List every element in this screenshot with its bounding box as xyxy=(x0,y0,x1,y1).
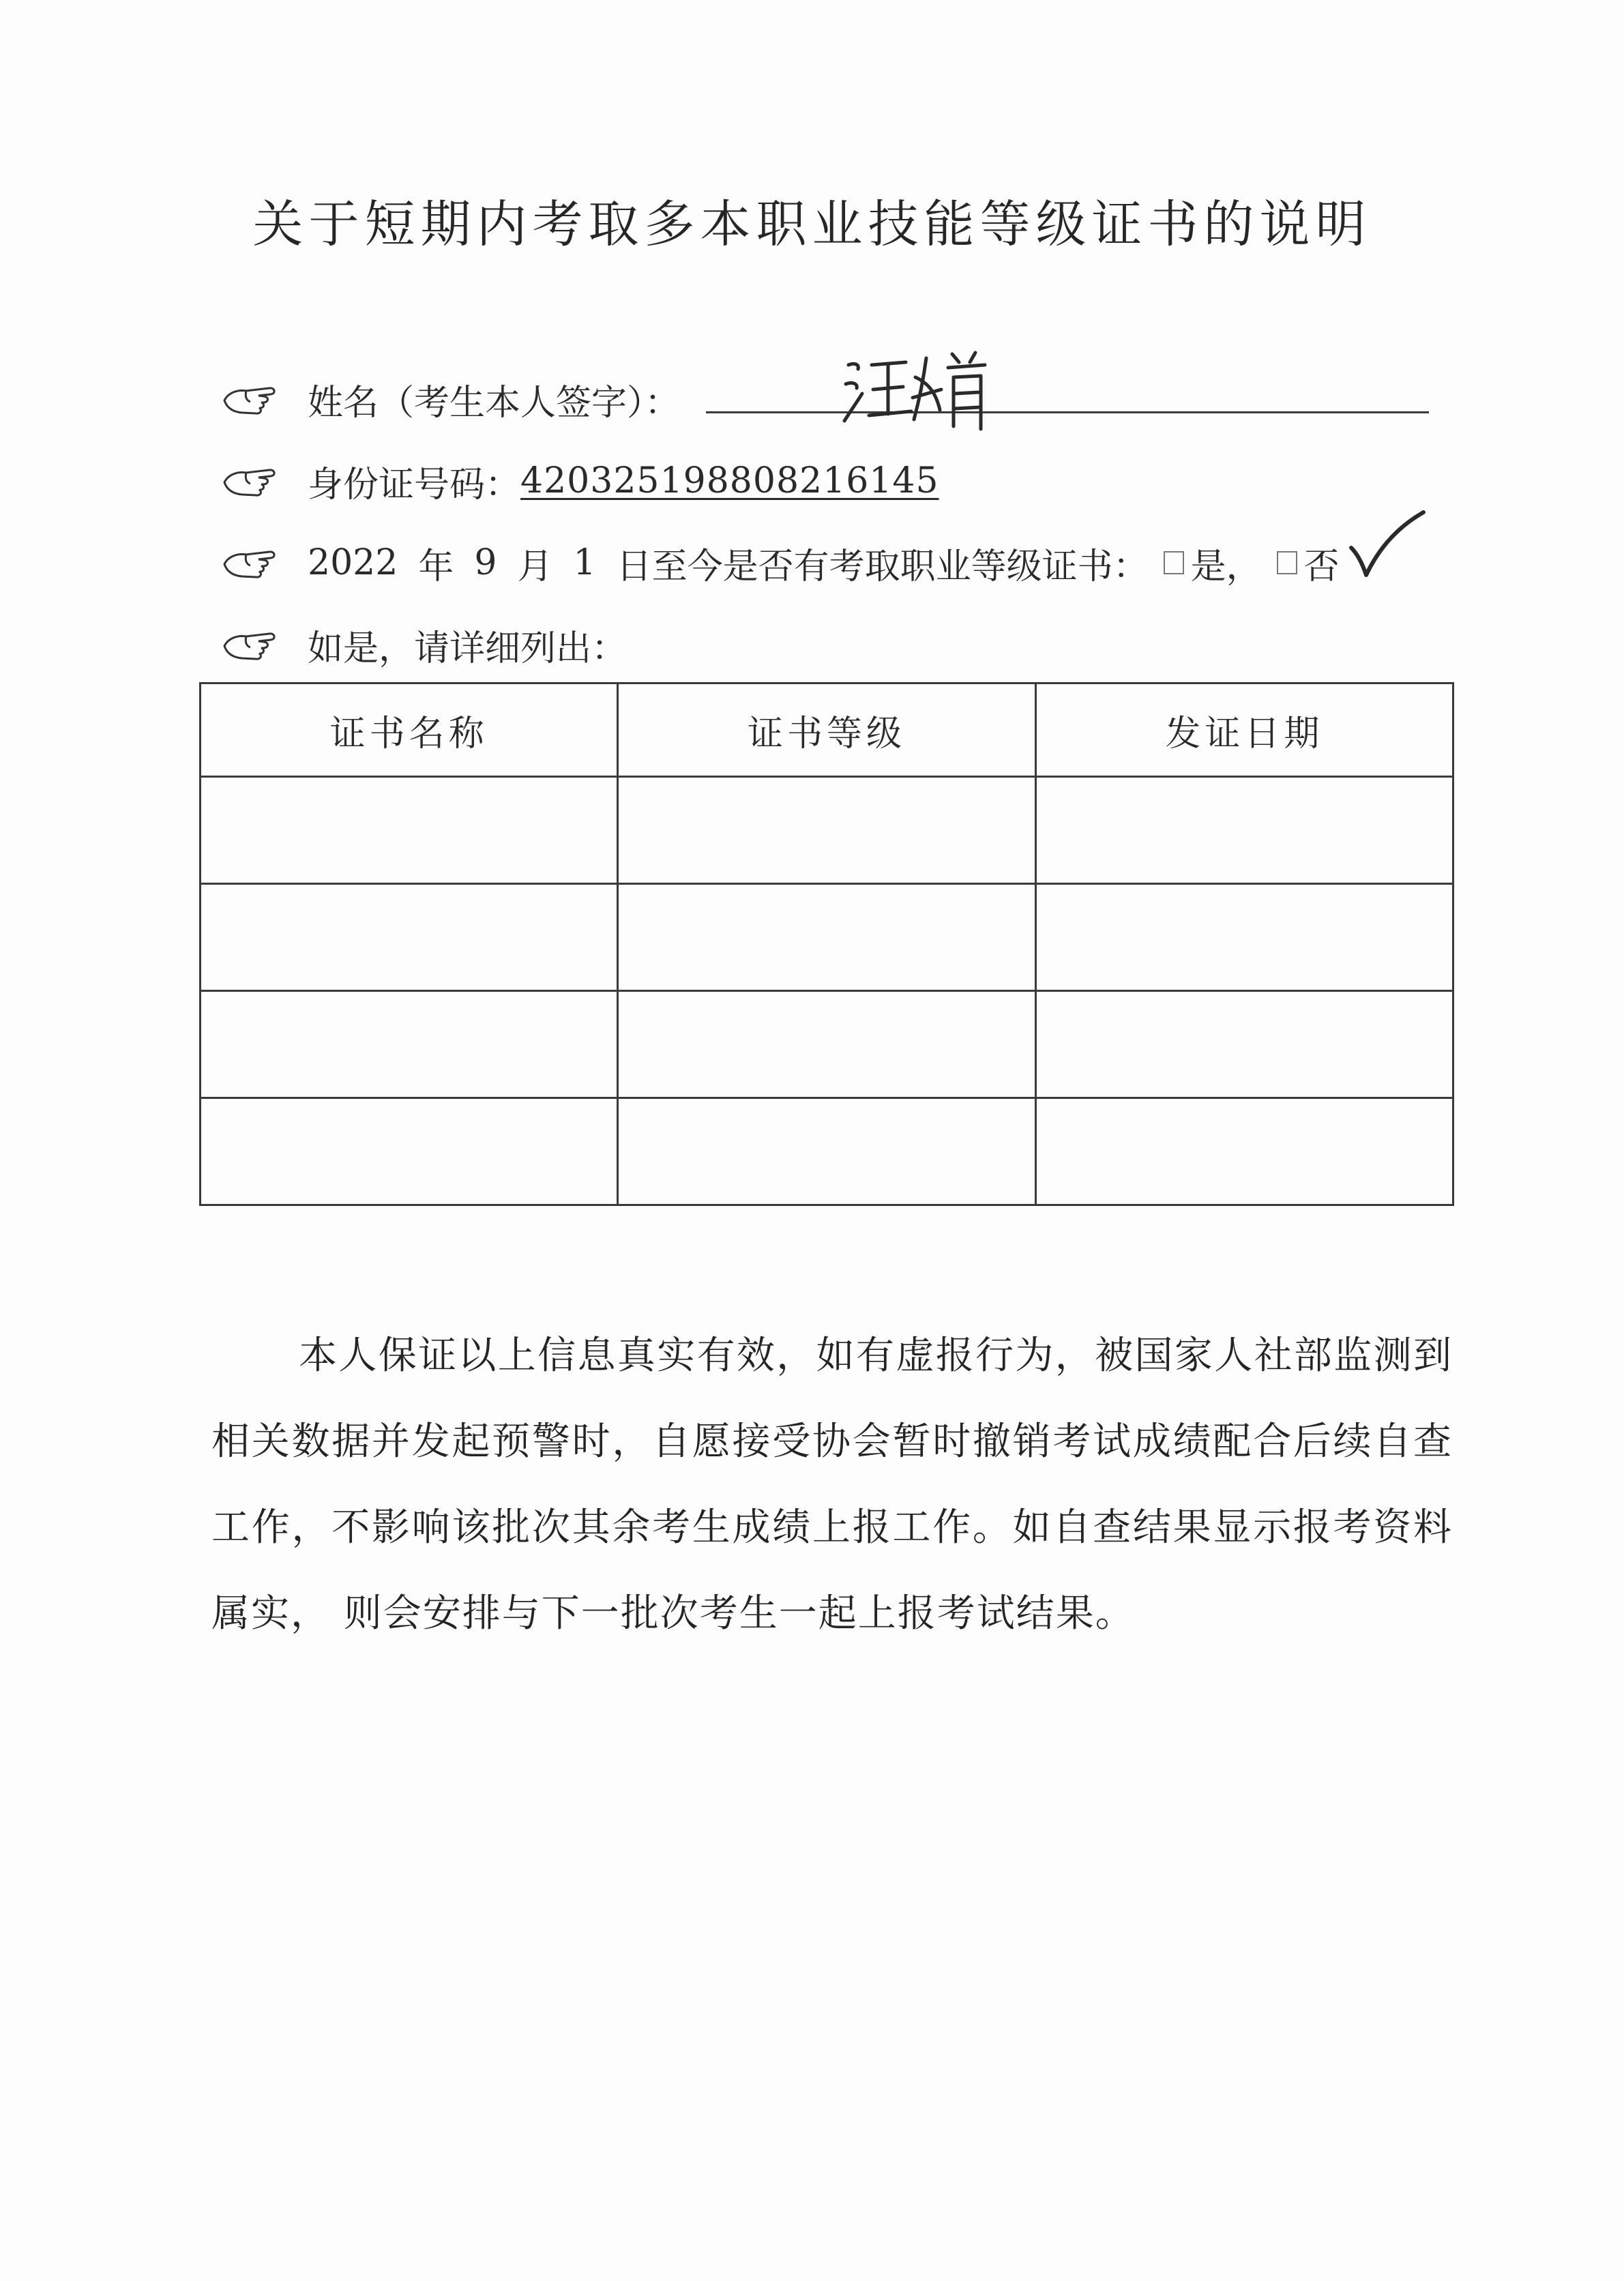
column-header-level: 证书等级 xyxy=(618,683,1035,777)
document-title: 关于短期内考取多本职业技能等级证书的说明 xyxy=(252,195,1372,254)
pointing-hand-icon xyxy=(222,380,280,418)
year-value: 2022 xyxy=(308,542,398,583)
table-row xyxy=(201,884,1453,991)
table-cell[interactable] xyxy=(1035,1098,1453,1205)
day-value: 1 xyxy=(573,542,596,583)
certificate-question-row xyxy=(222,532,1340,593)
name-label: 姓名（考生本人签字）： xyxy=(308,382,681,424)
table-row xyxy=(201,1098,1453,1205)
table-cell[interactable] xyxy=(1035,777,1453,884)
table-cell[interactable] xyxy=(1035,991,1453,1098)
table-cell[interactable] xyxy=(618,1098,1035,1205)
month-value: 9 xyxy=(474,542,497,583)
table-header-row xyxy=(201,683,1453,777)
id-number-value[interactable]: 420325198808216145 xyxy=(520,460,939,501)
table-cell[interactable] xyxy=(618,777,1035,884)
year-unit: 年 xyxy=(418,546,454,587)
no-checkbox[interactable] xyxy=(1277,551,1297,574)
column-header-name: 证书名称 xyxy=(201,683,618,777)
table-cell[interactable] xyxy=(1035,884,1453,991)
pointing-hand-icon xyxy=(222,626,280,664)
handwritten-signature xyxy=(839,344,1003,433)
list-prompt-row xyxy=(222,614,627,675)
column-header-date: 发证日期 xyxy=(1035,683,1453,777)
yes-checkbox[interactable] xyxy=(1164,551,1184,574)
table-cell[interactable] xyxy=(201,991,618,1098)
table-cell[interactable] xyxy=(618,884,1035,991)
pointing-hand-icon xyxy=(222,544,280,582)
id-field-row xyxy=(222,450,939,512)
table-cell[interactable] xyxy=(201,777,618,884)
table-row xyxy=(201,777,1453,884)
month-unit: 月 xyxy=(517,546,553,587)
table-row xyxy=(201,991,1453,1098)
table-cell[interactable] xyxy=(201,884,618,991)
list-prompt: 如是，请详细列出： xyxy=(308,628,628,669)
declaration-statement: 本人保证以上信息真实有效，如有虚报行为，被国家人社部监测到相关数据并发起预警时，自愿接受协会暂时撤销考试成绩配合后续自查工作，不影响该批次其余考生成绩上报工作。如自查结果显示报考资料属实， 则会安排与下一批次考生一起上报考试结果。 xyxy=(211,1334,1453,1636)
table-cell[interactable] xyxy=(618,991,1035,1098)
name-field-row xyxy=(222,368,680,430)
id-label: 身份证号码： xyxy=(308,464,521,505)
signature-line[interactable] xyxy=(706,411,1429,413)
table-cell[interactable] xyxy=(201,1098,618,1205)
certificate-table xyxy=(199,682,1454,1206)
yes-label: 是， xyxy=(1190,546,1262,587)
checkmark-icon xyxy=(1347,508,1429,583)
question-text: 日至今是否有考取职业等级证书： xyxy=(616,546,1149,587)
pointing-hand-icon xyxy=(222,462,280,500)
no-label: 否 xyxy=(1303,546,1340,587)
